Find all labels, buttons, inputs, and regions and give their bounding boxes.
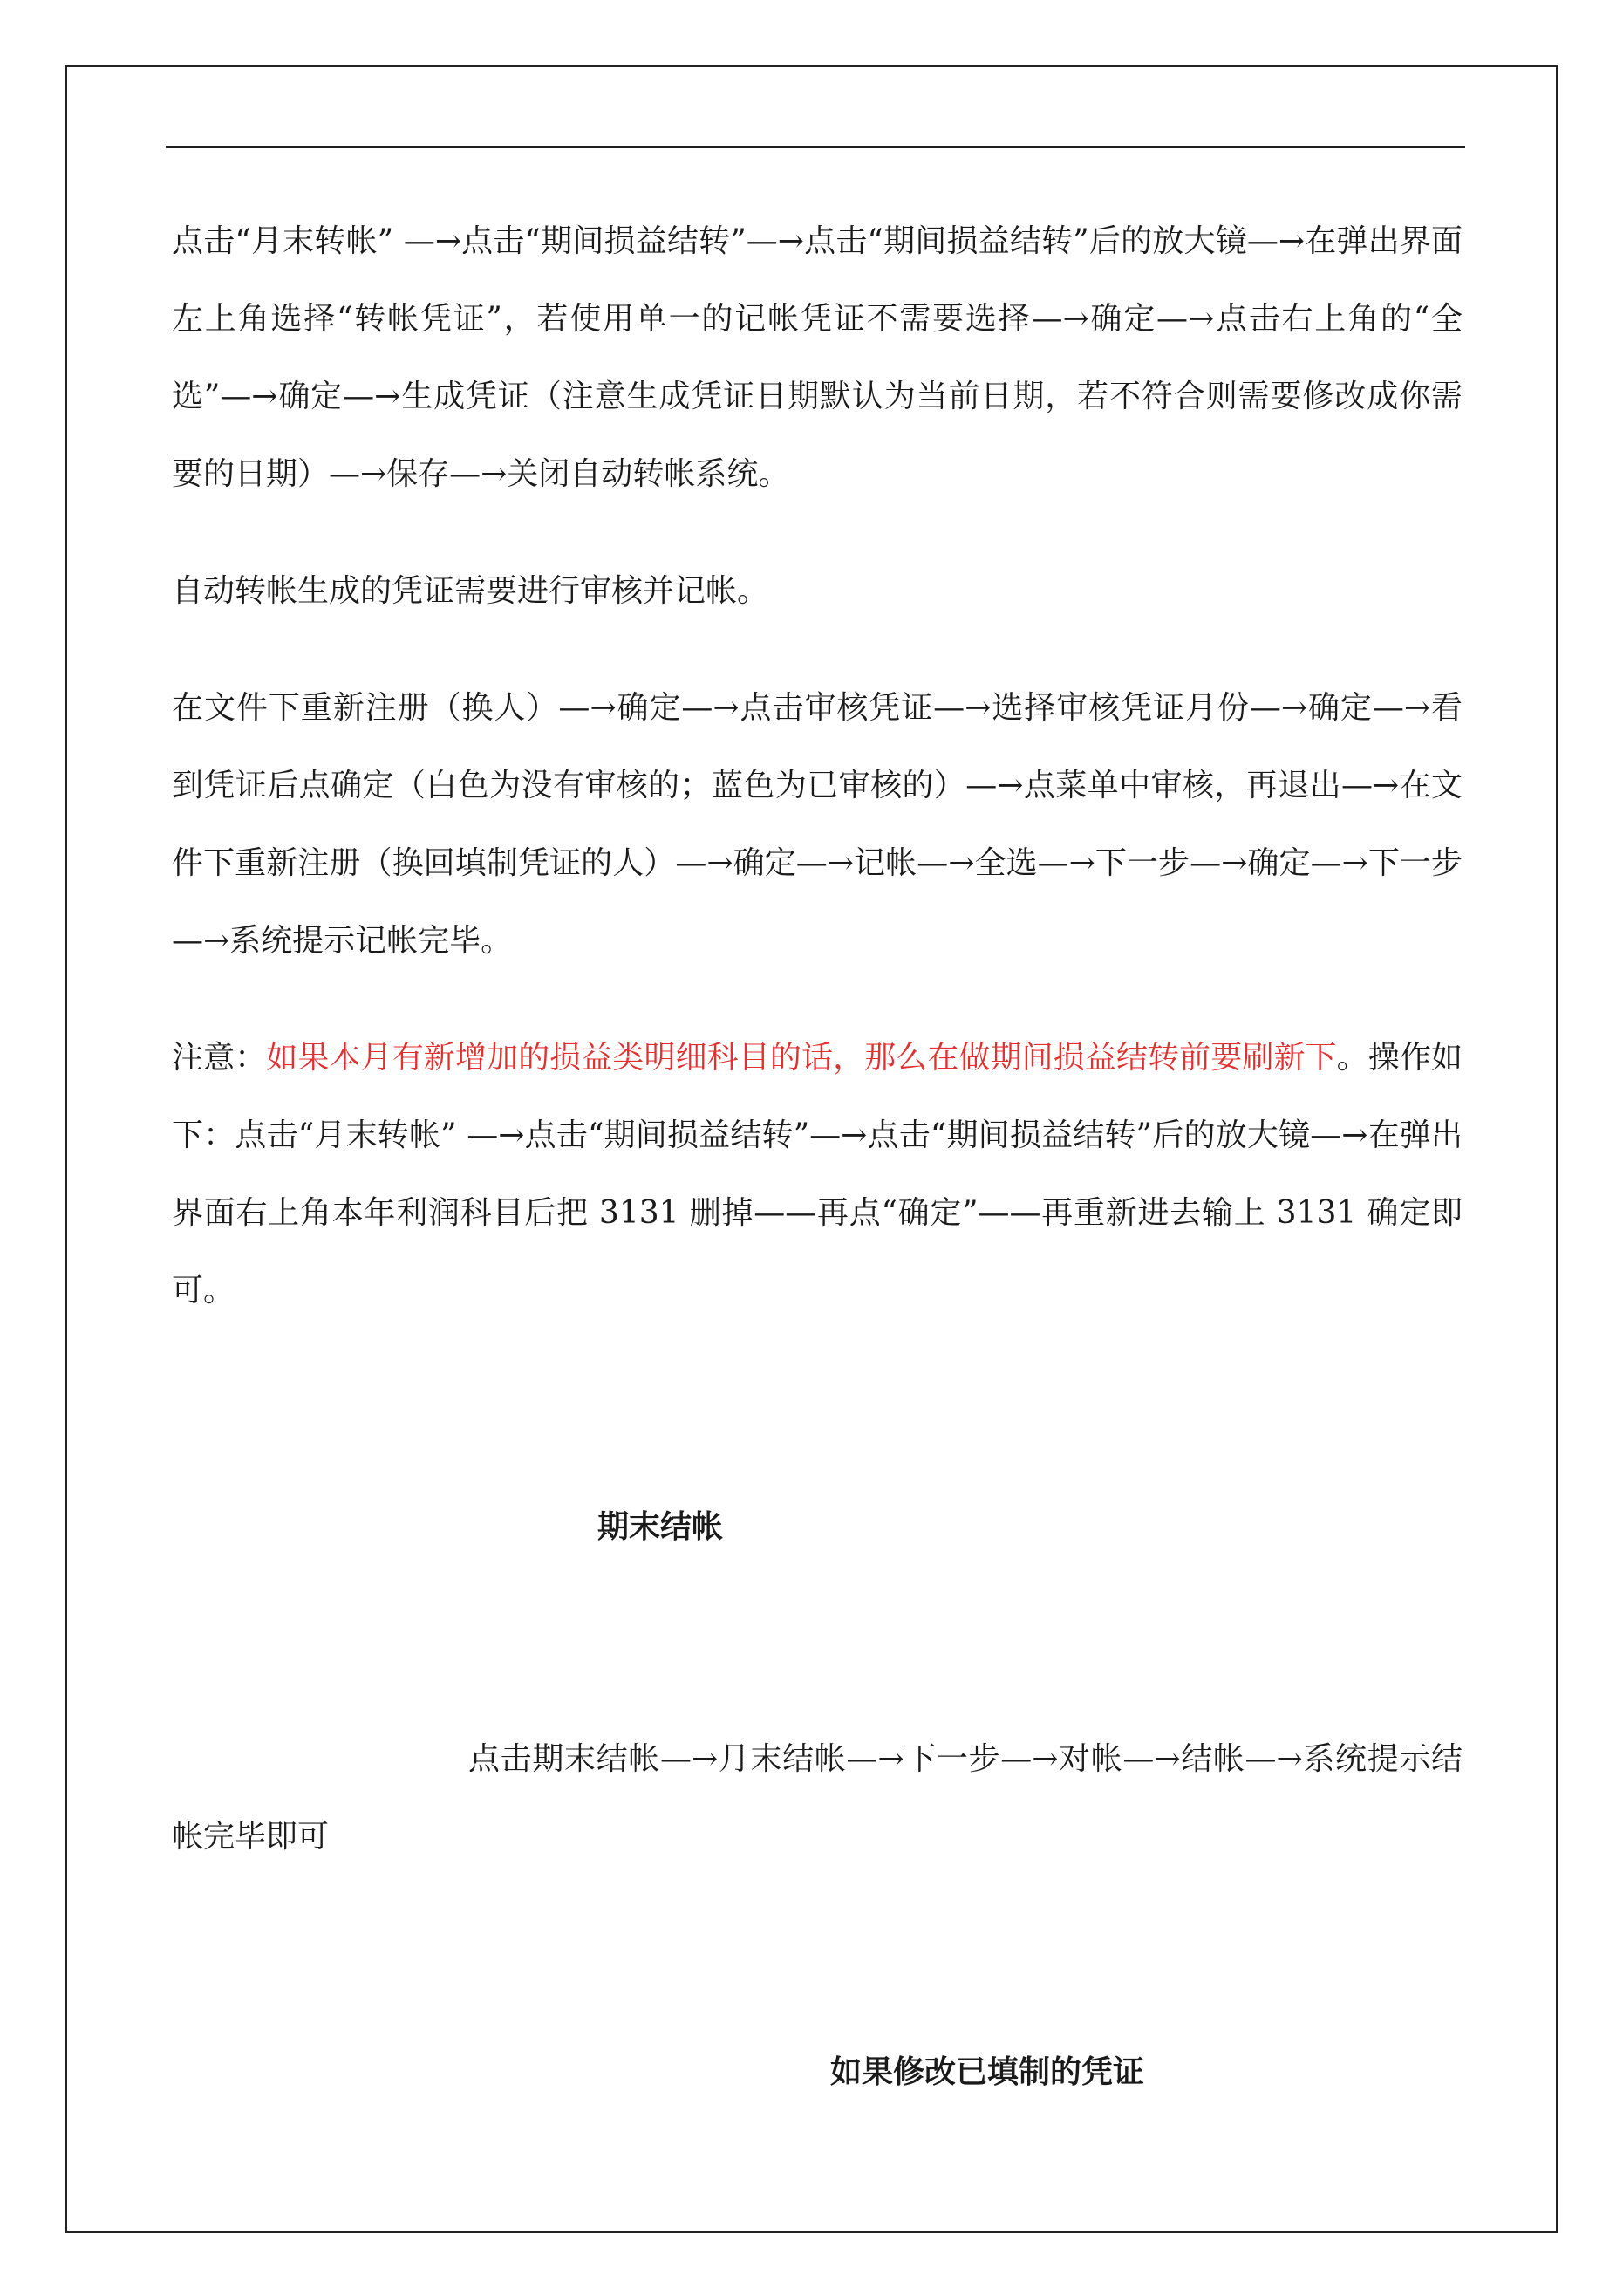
paragraph-attention xyxy=(172,1019,1463,1329)
attention-highlight: 如果本月有新增加的损益类明细科目的话，那么在做期间损益结转前要刷新下 xyxy=(266,1040,1337,1076)
document-body xyxy=(172,202,1463,1329)
paragraph-month-end-transfer: 点击“月末转帐” —→点击“期间损益结转”—→点击“期间损益结转”后的放大镜—→在弹出界面左上角选择“转帐凭证”，若使用单一的记帐凭证不需要选择—→确定—→点击右上角的“全选”—→确定—→生成凭证（注意生成凭证日期默认为当前日期，若不符合则需要修改成你需要的日期）—→保存—→关闭自动转帐系统。 xyxy=(172,223,1463,492)
paragraph-audit-note: 自动转帐生成的凭证需要进行审核并记帐。 xyxy=(172,573,769,609)
attention-rest: 。操作如下：点击“月末转帐” —→点击“期间损益结转”—→点击“期间损益结转”后的放大镜—→在弹出界面右上角本年利润科目后把 3131 删掉——再点“确定”——再重新进去输上 3131 确定即可。 xyxy=(172,1040,1463,1309)
attention-prefix: 注意： xyxy=(172,1040,267,1076)
paragraph-period-close-steps: 点击期末结帐—→月末结帐—→下一步—→对帐—→结帐—→系统提示结帐完毕即可 xyxy=(172,1741,1463,1855)
heading-modify-voucher: 如果修改已填制的凭证 xyxy=(830,2053,1145,2090)
paragraph-audit-steps: 在文件下重新注册（换人）—→确定—→点击审核凭证—→选择审核凭证月份—→确定—→看到凭证后点确定（白色为没有审核的；蓝色为已审核的）—→点菜单中审核，再退出—→在文件下重新注册（换回填制凭证的人）—→确定—→记帐—→全选—→下一步—→确定—→下一步—→系统提示记帐完毕。 xyxy=(172,690,1463,959)
heading-period-close: 期末结帐 xyxy=(597,1508,724,1545)
header-rule xyxy=(166,146,1465,148)
